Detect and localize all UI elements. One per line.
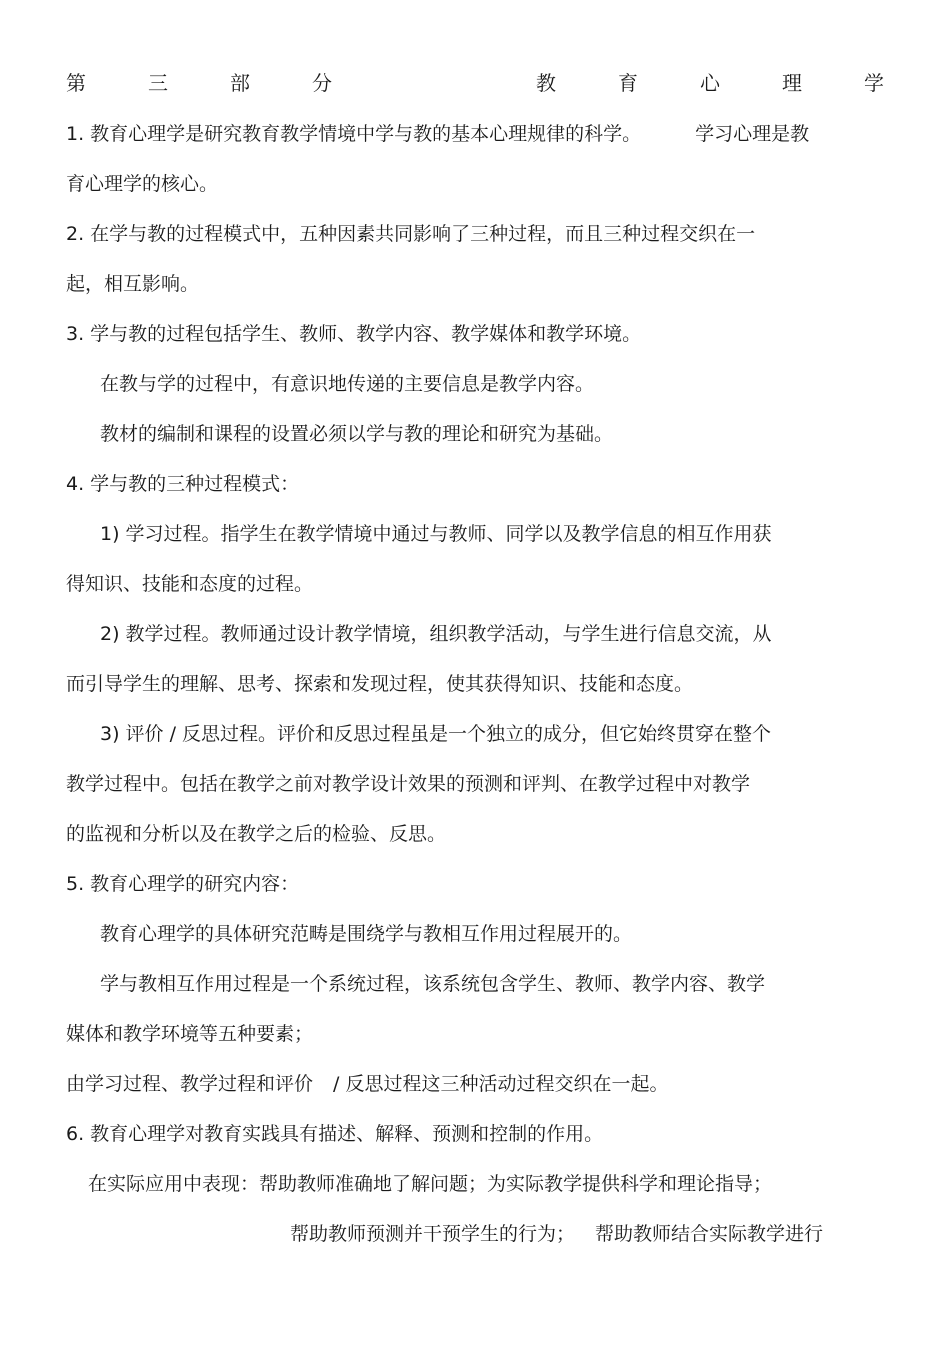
paragraph-2-line: 2. 在学与教的过程模式中，五种因素共同影响了三种过程，而且三种过程交织在一 [66, 223, 756, 245]
paragraph-6-text: 帮助教师预测并干预学生的行为； [290, 1223, 576, 1245]
paragraph-4-2-line: 而引导学生的理解、思考、探索和发现过程，使其获得知识、技能和态度。 [66, 673, 694, 695]
paragraph-1-text: 学习心理是教 [695, 123, 810, 145]
paragraph-1-line [66, 120, 809, 148]
paragraph-3-line: 教材的编制和课程的设置必须以学与教的理论和研究为基础。 [100, 423, 614, 445]
paragraph-4-1-line: 1) 学习过程。指学生在教学情境中通过与教师、同学以及教学信息的相互作用获 [100, 523, 772, 545]
paragraph-5-text: / 反思过程这三种活动过程交织在一起。 [333, 1073, 669, 1095]
paragraph-5-line: 5. 教育心理学的研究内容： [66, 873, 300, 895]
paragraph-4-3-line: 3) 评价 / 反思过程。评价和反思过程虽是一个独立的成分，但它始终贯穿在整个 [100, 723, 772, 745]
title-char: 教 [536, 71, 556, 95]
title-char: 育 [618, 71, 638, 95]
paragraph-4-3-line: 的监视和分析以及在教学之后的检验、反思。 [66, 823, 447, 845]
paragraph-6-text: 帮助教师结合实际教学进行 [595, 1223, 824, 1245]
title-char: 第 [66, 71, 86, 95]
title-char: 三 [148, 71, 168, 95]
paragraph-3-line: 在教与学的过程中，有意识地传递的主要信息是教学内容。 [100, 373, 595, 395]
title-char: 分 [312, 71, 332, 95]
title-char: 心 [700, 71, 720, 95]
paragraph-5-line: 学与教相互作用过程是一个系统过程，该系统包含学生、教师、教学内容、教学 [100, 973, 766, 995]
paragraph-1-text: 1. 教育心理学是研究教育教学情境中学与教的基本心理规律的科学。 [66, 123, 642, 145]
paragraph-4-1-line: 得知识、技能和态度的过程。 [66, 573, 314, 595]
paragraph-3-line: 3. 学与教的过程包括学生、教师、教学内容、教学媒体和教学环境。 [66, 323, 642, 345]
paragraph-5-line: 教育心理学的具体研究范畴是围绕学与教相互作用过程展开的。 [100, 923, 633, 945]
paragraph-1-line: 育心理学的核心。 [66, 173, 219, 195]
paragraph-6-line: 在实际应用中表现：帮助教师准确地了解问题；为实际教学提供科学和理论指导； [88, 1173, 773, 1195]
paragraph-5-line [66, 1070, 668, 1098]
title-char: 学 [864, 71, 884, 95]
page-title [66, 68, 884, 98]
paragraph-6-line: 6. 教育心理学对教育实践具有描述、解释、预测和控制的作用。 [66, 1123, 604, 1145]
paragraph-6-line [290, 1220, 823, 1248]
paragraph-4-3-line: 教学过程中。包括在教学之前对教学设计效果的预测和评判、在教学过程中对教学 [66, 773, 751, 795]
paragraph-5-line: 媒体和教学环境等五种要素； [66, 1023, 314, 1045]
title-char: 理 [782, 71, 802, 95]
paragraph-4-2-line: 2) 教学过程。教师通过设计教学情境，组织教学活动，与学生进行信息交流，从 [100, 623, 772, 645]
paragraph-5-text: 由学习过程、教学过程和评价 [66, 1073, 314, 1095]
paragraph-2-line: 起，相互影响。 [66, 273, 200, 295]
paragraph-4-line: 4. 学与教的三种过程模式： [66, 473, 300, 495]
title-char: 部 [230, 71, 250, 95]
